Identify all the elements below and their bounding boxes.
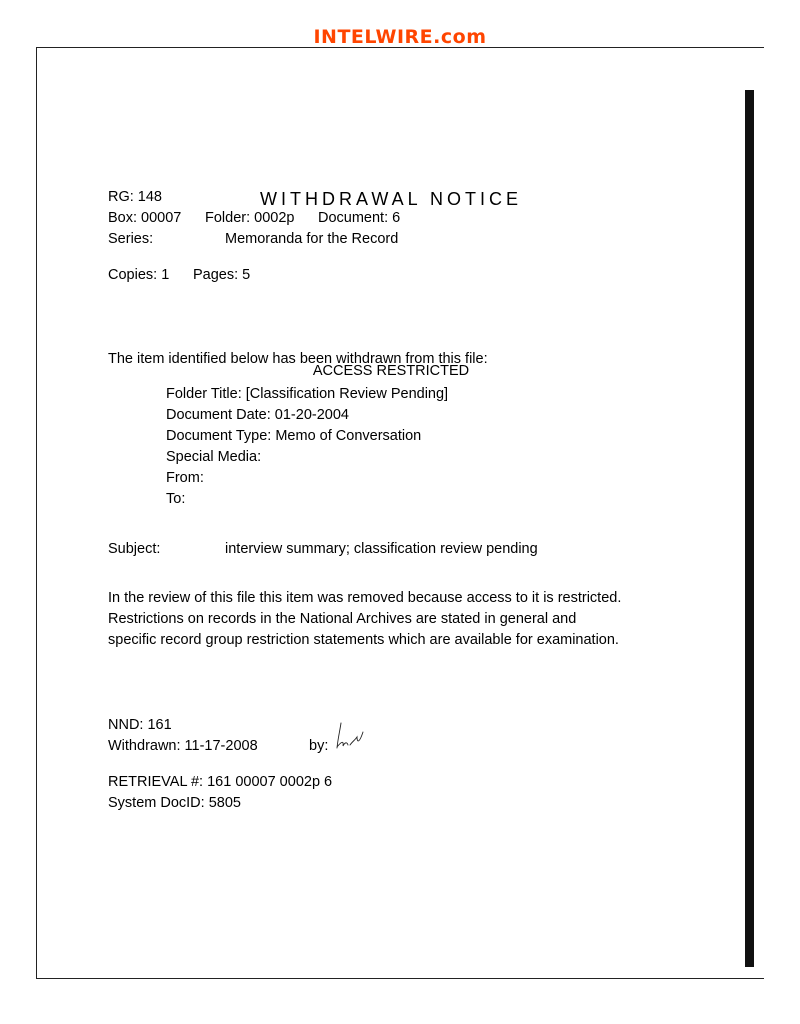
scan-edge-bar — [745, 90, 754, 967]
pages-field: Pages: 5 — [193, 267, 251, 283]
item-document-date: Document Date: 01-20-2004 — [166, 407, 349, 423]
item-special-media: Special Media: — [166, 449, 262, 465]
subject-label: Subject: — [108, 541, 161, 557]
notice-title: WITHDRAWAL NOTICE — [260, 189, 522, 209]
item-to: To: — [166, 491, 186, 507]
item-from: From: — [166, 470, 204, 486]
by-label: by: — [309, 738, 329, 754]
system-docid: System DocID: 5805 — [108, 795, 241, 811]
series-value: Memoranda for the Record — [225, 231, 399, 247]
document-page — [36, 47, 764, 979]
restriction-paragraph: In the review of this file this item was removed because access to it is restricted. Restrictions on records in the National Archives are stated in general and specific record group restriction statements which are available for examination. — [108, 590, 622, 648]
access-restricted-heading: ACCESS RESTRICTED — [312, 363, 470, 379]
item-document-type: Document Type: Memo of Conversation — [166, 428, 422, 444]
rg-line: RG: 148 — [108, 189, 162, 205]
signature-initials-icon — [335, 720, 369, 752]
withdrawn-date: Withdrawn: 11-17-2008 — [108, 738, 258, 754]
folder-field: Folder: 0002p — [205, 210, 295, 226]
document-field: Document: 6 — [318, 210, 401, 226]
series-label: Series: — [108, 231, 154, 247]
box-field: Box: 00007 — [108, 210, 182, 226]
item-folder-title: Folder Title: [Classification Review Pending] — [166, 386, 449, 402]
copies-field: Copies: 1 — [108, 267, 170, 283]
retrieval-number: RETRIEVAL #: 161 00007 0002p 6 — [108, 774, 333, 790]
nnd-field: NND: 161 — [108, 717, 172, 733]
subject-value: interview summary; classification review pending — [225, 541, 538, 557]
site-banner: INTELWIRE.com — [313, 26, 487, 48]
withdrawal-intro: The item identified below has been withdrawn from this file: — [108, 351, 488, 367]
